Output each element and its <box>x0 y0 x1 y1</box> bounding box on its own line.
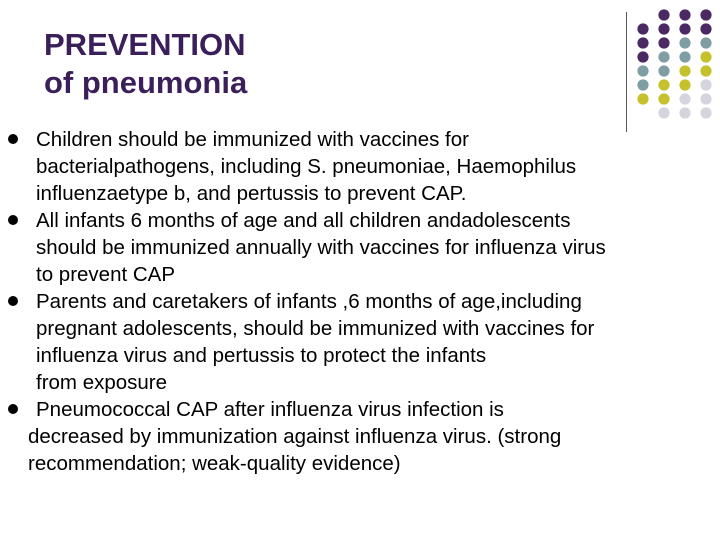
decorative-dot <box>679 65 690 76</box>
decorative-dot <box>679 79 690 90</box>
decorative-dot <box>637 65 648 76</box>
bullet-4-line-3: recommendation; weak-quality evidence) <box>28 452 401 475</box>
bullet-2-line-3: to prevent CAP <box>36 263 176 286</box>
bullet-item-4 <box>0 396 720 477</box>
bullet-item-3 <box>0 288 720 396</box>
decorative-dot <box>658 65 669 76</box>
bullet-3-line-1: Parents and caretakers of infants ,6 months of age,including <box>36 290 582 313</box>
decorative-dot <box>658 23 669 34</box>
decorative-dot <box>658 93 669 104</box>
decorative-dot <box>658 37 669 48</box>
bullet-3-line-4: from exposure <box>36 371 168 394</box>
bullet-2-line-1: All infants 6 months of age and all children andadolescents <box>36 209 571 232</box>
decorative-dot <box>637 51 648 62</box>
decorative-dot <box>700 23 711 34</box>
decorative-dot-grid <box>636 8 720 120</box>
slide-title-line-1: PREVENTION <box>44 27 246 62</box>
decorative-dot <box>700 79 711 90</box>
decorative-dot <box>637 23 648 34</box>
decorative-divider-line <box>626 12 627 132</box>
decorative-dot <box>679 93 690 104</box>
bullet-item-2 <box>0 207 720 288</box>
decorative-dot <box>637 37 648 48</box>
decorative-dot <box>700 51 711 62</box>
decorative-dot <box>658 107 669 118</box>
bullet-dot-icon <box>8 296 18 306</box>
decorative-dot <box>679 51 690 62</box>
bullet-dot-icon <box>8 134 18 144</box>
decorative-dot <box>658 51 669 62</box>
bullet-2-line-2: should be immunized annually with vaccines for influenza virus <box>36 236 606 259</box>
decorative-dot <box>658 9 669 20</box>
decorative-dot <box>700 37 711 48</box>
decorative-dot <box>679 37 690 48</box>
bullet-item-1 <box>0 126 720 207</box>
decorative-dot <box>700 93 711 104</box>
bullet-1-line-1: Children should be immunized with vaccines for <box>36 128 469 151</box>
slide-title-line-2: of pneumonia <box>44 65 248 100</box>
decorative-dot <box>679 23 690 34</box>
bullet-1-line-2: bacterialpathogens, including S. pneumoniae, Haemophilus <box>36 155 577 178</box>
bullet-4-line-1: Pneumococcal CAP after influenza virus infection is <box>36 398 504 421</box>
bullet-3-line-2: pregnant adolescents, should be immunized with vaccines for <box>36 317 595 340</box>
bullet-list <box>0 126 720 477</box>
bullet-dot-icon <box>8 215 18 225</box>
bullet-3-line-3: influenza virus and pertussis to protect the infants <box>36 344 487 367</box>
decorative-dot <box>700 65 711 76</box>
decorative-dot <box>679 107 690 118</box>
bullet-1-line-3: influenzaetype b, and pertussis to prevent CAP. <box>36 182 467 205</box>
decorative-dot <box>658 79 669 90</box>
decorative-dot <box>679 9 690 20</box>
decorative-dot <box>637 79 648 90</box>
bullet-dot-icon <box>8 404 18 414</box>
slide-title <box>44 26 247 102</box>
bullet-4-line-2: decreased by immunization against influenza virus. (strong <box>28 425 562 448</box>
decorative-dot <box>700 9 711 20</box>
decorative-dot <box>700 107 711 118</box>
decorative-dot <box>637 93 648 104</box>
